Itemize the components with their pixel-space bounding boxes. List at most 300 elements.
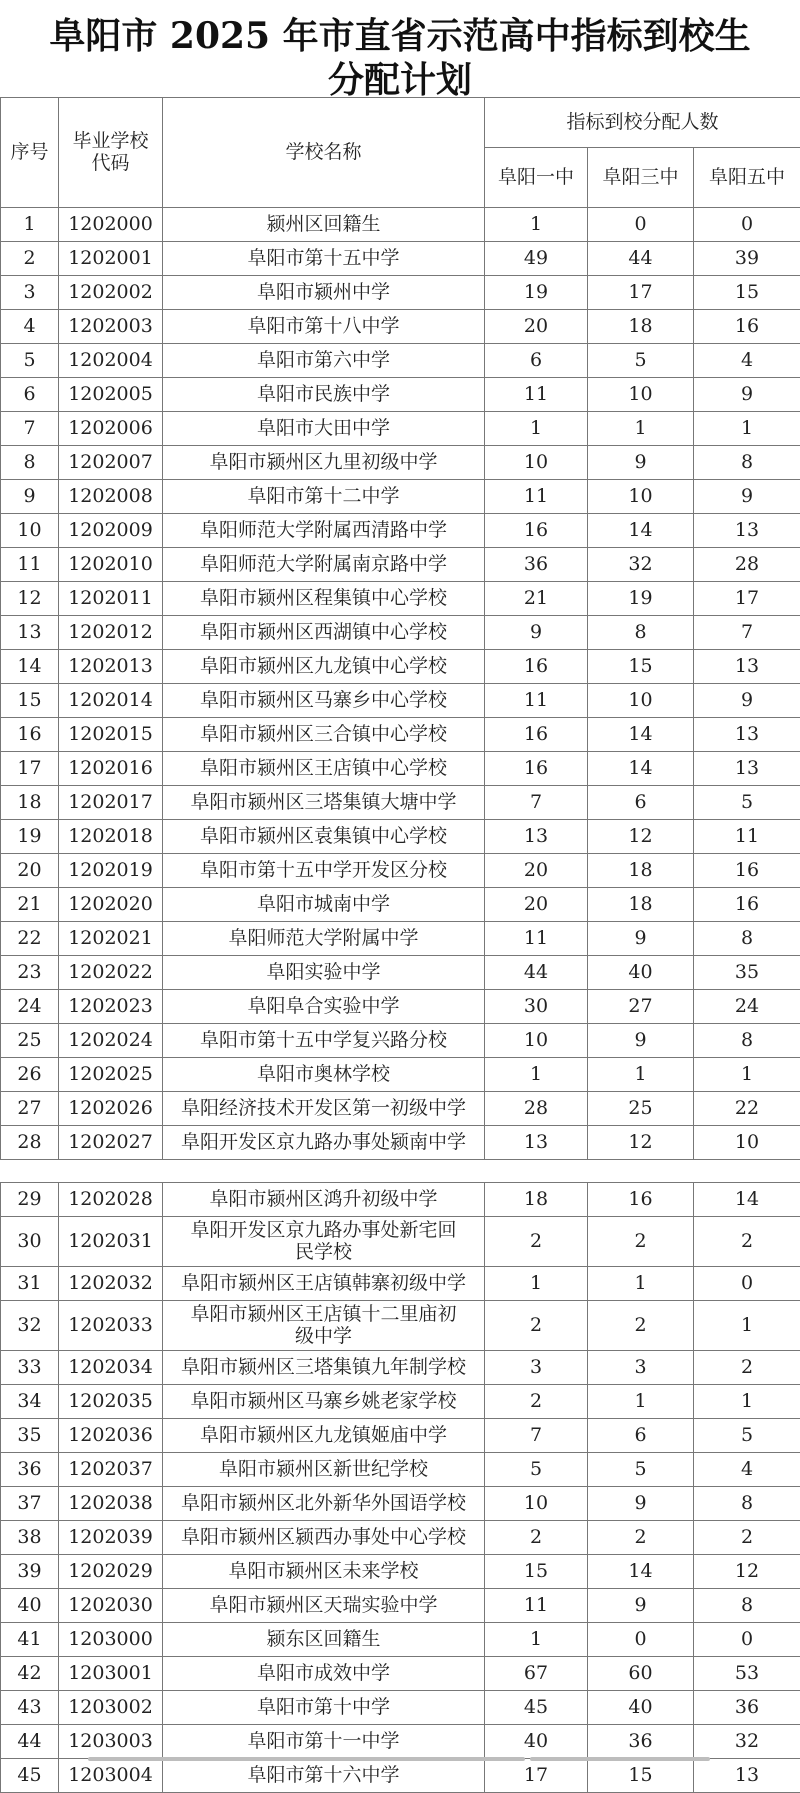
- cell-wuzhong: 13: [694, 752, 800, 786]
- cell-school-name: [163, 208, 485, 242]
- school-name-text: 阜阳市第十二中学: [247, 486, 399, 508]
- school-name-text: 颍东区回籍生: [266, 1629, 380, 1651]
- horizontal-scrollbar-left[interactable]: [88, 1757, 525, 1761]
- table-row: [1, 1385, 800, 1419]
- cell-seq: 10: [1, 514, 59, 548]
- cell-wuzhong: 39: [694, 242, 800, 276]
- cell-wuzhong: 8: [694, 446, 800, 480]
- school-name-text: 阜阳市第十一中学: [247, 1731, 399, 1753]
- table-row: [1, 1024, 800, 1058]
- cell-code: 1202012: [59, 616, 163, 650]
- header-code: [59, 98, 163, 208]
- cell-sanzhong: 5: [588, 344, 694, 378]
- cell-yizhong: 1: [485, 208, 588, 242]
- cell-yizhong: 20: [485, 888, 588, 922]
- document-title: 阜阳市 2025 年市直省示范高中指标到校生: [0, 8, 800, 59]
- cell-code: 1202019: [59, 854, 163, 888]
- cell-seq: 44: [1, 1725, 59, 1759]
- cell-seq: 8: [1, 446, 59, 480]
- cell-seq: 20: [1, 854, 59, 888]
- cell-yizhong: 67: [485, 1657, 588, 1691]
- cell-code: 1203003: [59, 1725, 163, 1759]
- school-name-text: 阜阳市颍州区王店镇十二里庙初级中学: [191, 1304, 457, 1348]
- cell-seq: 42: [1, 1657, 59, 1691]
- cell-yizhong: 11: [485, 922, 588, 956]
- cell-yizhong: 13: [485, 820, 588, 854]
- cell-yizhong: 16: [485, 752, 588, 786]
- cell-sanzhong: 27: [588, 990, 694, 1024]
- cell-wuzhong: 13: [694, 650, 800, 684]
- school-name-text: 颍州区回籍生: [266, 214, 380, 236]
- table-row: [1, 276, 800, 310]
- school-name-text: 阜阳市城南中学: [257, 894, 390, 916]
- cell-code: 1202001: [59, 242, 163, 276]
- school-name-text: 阜阳市第十五中学复兴路分校: [200, 1030, 447, 1052]
- table-row: [1, 208, 800, 242]
- cell-wuzhong: 53: [694, 1657, 800, 1691]
- cell-seq: 27: [1, 1092, 59, 1126]
- table-row: [1, 1183, 800, 1217]
- cell-yizhong: 2: [485, 1385, 588, 1419]
- table-row: [1, 344, 800, 378]
- cell-wuzhong: 28: [694, 548, 800, 582]
- cell-seq: 40: [1, 1589, 59, 1623]
- school-name-text: 阜阳市颍州区王店镇韩寨初级中学: [181, 1273, 466, 1295]
- cell-sanzhong: 10: [588, 684, 694, 718]
- cell-seq: 15: [1, 684, 59, 718]
- cell-school-name: [163, 1267, 485, 1301]
- cell-sanzhong: 18: [588, 310, 694, 344]
- cell-school-name: [163, 276, 485, 310]
- cell-code: 1202013: [59, 650, 163, 684]
- cell-code: 1202008: [59, 480, 163, 514]
- cell-school-name: [163, 1453, 485, 1487]
- cell-school-name: [163, 1691, 485, 1725]
- cell-sanzhong: 2: [588, 1217, 694, 1267]
- cell-school-name: [163, 1301, 485, 1351]
- table-row: [1, 1555, 800, 1589]
- cell-school-name: [163, 412, 485, 446]
- cell-school-name: [163, 854, 485, 888]
- cell-seq: 7: [1, 412, 59, 446]
- cell-yizhong: 15: [485, 1555, 588, 1589]
- cell-wuzhong: 2: [694, 1351, 800, 1385]
- table-row: [1, 1058, 800, 1092]
- school-name-text: 阜阳市颍州区未来学校: [228, 1561, 418, 1583]
- table-row: [1, 242, 800, 276]
- cell-wuzhong: 15: [694, 276, 800, 310]
- cell-school-name: [163, 1351, 485, 1385]
- cell-sanzhong: 9: [588, 922, 694, 956]
- cell-code: 1202018: [59, 820, 163, 854]
- table-row: [1, 1301, 800, 1351]
- cell-wuzhong: 0: [694, 1267, 800, 1301]
- cell-seq: 12: [1, 582, 59, 616]
- header-col-yizhong: 阜阳一中: [485, 148, 588, 208]
- cell-seq: 39: [1, 1555, 59, 1589]
- cell-yizhong: 18: [485, 1183, 588, 1217]
- cell-seq: 3: [1, 276, 59, 310]
- cell-seq: 31: [1, 1267, 59, 1301]
- school-name-text: 阜阳市大田中学: [257, 418, 390, 440]
- cell-sanzhong: 1: [588, 1058, 694, 1092]
- cell-seq: 45: [1, 1759, 59, 1793]
- cell-school-name: [163, 1419, 485, 1453]
- table-row: [1, 1217, 800, 1267]
- cell-wuzhong: 16: [694, 888, 800, 922]
- cell-school-name: [163, 1217, 485, 1267]
- table-header: [0, 97, 800, 208]
- cell-sanzhong: 9: [588, 1024, 694, 1058]
- table-row: [1, 1126, 800, 1160]
- school-name-text: 阜阳经济技术开发区第一初级中学: [181, 1098, 466, 1120]
- cell-seq: 28: [1, 1126, 59, 1160]
- cell-school-name: [163, 514, 485, 548]
- cell-yizhong: 36: [485, 548, 588, 582]
- cell-school-name: [163, 616, 485, 650]
- cell-yizhong: 2: [485, 1521, 588, 1555]
- school-name-text: 阜阳师范大学附属西清路中学: [200, 520, 447, 542]
- cell-sanzhong: 14: [588, 752, 694, 786]
- school-name-text: 阜阳市颍州区马寨乡中心学校: [200, 690, 447, 712]
- cell-yizhong: 1: [485, 1267, 588, 1301]
- school-name-text: 阜阳市第十五中学: [247, 248, 399, 270]
- cell-sanzhong: 12: [588, 820, 694, 854]
- cell-seq: 1: [1, 208, 59, 242]
- cell-wuzhong: 0: [694, 208, 800, 242]
- cell-code: 1202026: [59, 1092, 163, 1126]
- table-row: [1, 1419, 800, 1453]
- cell-wuzhong: 8: [694, 1487, 800, 1521]
- cell-seq: 11: [1, 548, 59, 582]
- school-name-text: 阜阳市颍州区王店镇中心学校: [200, 758, 447, 780]
- cell-sanzhong: 6: [588, 1419, 694, 1453]
- school-name-text: 阜阳市第十中学: [257, 1697, 390, 1719]
- table-row: [1, 480, 800, 514]
- cell-school-name: [163, 1487, 485, 1521]
- cell-wuzhong: 12: [694, 1555, 800, 1589]
- cell-school-name: [163, 1126, 485, 1160]
- cell-yizhong: 9: [485, 616, 588, 650]
- cell-seq: 30: [1, 1217, 59, 1267]
- cell-seq: 32: [1, 1301, 59, 1351]
- cell-sanzhong: 12: [588, 1126, 694, 1160]
- cell-wuzhong: 8: [694, 1589, 800, 1623]
- cell-school-name: [163, 1024, 485, 1058]
- school-name-text: 阜阳师范大学附属南京路中学: [200, 554, 447, 576]
- cell-sanzhong: 40: [588, 956, 694, 990]
- cell-school-name: [163, 752, 485, 786]
- cell-seq: 6: [1, 378, 59, 412]
- table-body-part-2: [0, 1182, 800, 1793]
- table-row: [1, 1691, 800, 1725]
- cell-yizhong: 40: [485, 1725, 588, 1759]
- cell-sanzhong: 25: [588, 1092, 694, 1126]
- table-row: [1, 310, 800, 344]
- cell-wuzhong: 9: [694, 480, 800, 514]
- table-row: [1, 786, 800, 820]
- cell-code: 1203000: [59, 1623, 163, 1657]
- horizontal-scrollbar-right[interactable]: [530, 1757, 710, 1761]
- cell-code: 1202000: [59, 208, 163, 242]
- cell-yizhong: 21: [485, 582, 588, 616]
- school-name-text: 阜阳师范大学附属中学: [228, 928, 418, 950]
- cell-code: 1203004: [59, 1759, 163, 1793]
- cell-code: 1202011: [59, 582, 163, 616]
- cell-seq: 35: [1, 1419, 59, 1453]
- cell-wuzhong: 32: [694, 1725, 800, 1759]
- cell-wuzhong: 35: [694, 956, 800, 990]
- cell-sanzhong: 60: [588, 1657, 694, 1691]
- cell-yizhong: 10: [485, 1487, 588, 1521]
- cell-school-name: [163, 820, 485, 854]
- cell-yizhong: 6: [485, 344, 588, 378]
- cell-seq: 26: [1, 1058, 59, 1092]
- cell-code: 1202005: [59, 378, 163, 412]
- cell-code: 1202034: [59, 1351, 163, 1385]
- cell-wuzhong: 22: [694, 1092, 800, 1126]
- school-name-text: 阜阳市成效中学: [257, 1663, 390, 1685]
- table-row: [1, 888, 800, 922]
- cell-wuzhong: 9: [694, 378, 800, 412]
- cell-yizhong: 1: [485, 1058, 588, 1092]
- cell-wuzhong: 36: [694, 1691, 800, 1725]
- cell-yizhong: 13: [485, 1126, 588, 1160]
- cell-wuzhong: 8: [694, 922, 800, 956]
- school-name-text: 阜阳市第十五中学开发区分校: [200, 860, 447, 882]
- cell-yizhong: 17: [485, 1759, 588, 1793]
- cell-sanzhong: 19: [588, 582, 694, 616]
- cell-code: 1202020: [59, 888, 163, 922]
- cell-yizhong: 30: [485, 990, 588, 1024]
- cell-school-name: [163, 1759, 485, 1793]
- cell-seq: 4: [1, 310, 59, 344]
- cell-wuzhong: 2: [694, 1521, 800, 1555]
- cell-yizhong: 28: [485, 1092, 588, 1126]
- cell-sanzhong: 16: [588, 1183, 694, 1217]
- cell-code: 1202023: [59, 990, 163, 1024]
- school-name-text: 阜阳市民族中学: [257, 384, 390, 406]
- cell-school-name: [163, 718, 485, 752]
- cell-seq: 17: [1, 752, 59, 786]
- cell-sanzhong: 14: [588, 718, 694, 752]
- header-seq: 序号: [1, 98, 59, 208]
- cell-yizhong: 7: [485, 786, 588, 820]
- school-name-text: 阜阳实验中学: [266, 962, 380, 984]
- cell-sanzhong: 14: [588, 514, 694, 548]
- cell-sanzhong: 0: [588, 1623, 694, 1657]
- cell-seq: 13: [1, 616, 59, 650]
- table-row: [1, 1657, 800, 1691]
- cell-code: 1203002: [59, 1691, 163, 1725]
- cell-wuzhong: 7: [694, 616, 800, 650]
- cell-wuzhong: 5: [694, 786, 800, 820]
- cell-yizhong: 49: [485, 242, 588, 276]
- school-name-text: 阜阳市奥林学校: [257, 1064, 390, 1086]
- cell-yizhong: 5: [485, 1453, 588, 1487]
- cell-yizhong: 11: [485, 378, 588, 412]
- school-name-text: 阜阳开发区京九路办事处新宅回民学校: [191, 1220, 457, 1264]
- cell-code: 1202030: [59, 1589, 163, 1623]
- cell-school-name: [163, 1725, 485, 1759]
- cell-seq: 43: [1, 1691, 59, 1725]
- cell-code: 1202007: [59, 446, 163, 480]
- header-code-label: 毕业学校代码: [71, 131, 151, 175]
- cell-sanzhong: 44: [588, 242, 694, 276]
- cell-wuzhong: 10: [694, 1126, 800, 1160]
- cell-yizhong: 16: [485, 650, 588, 684]
- cell-school-name: [163, 1385, 485, 1419]
- cell-wuzhong: 5: [694, 1419, 800, 1453]
- school-name-text: 阜阳市颍州区颍西办事处中心学校: [181, 1527, 466, 1549]
- cell-sanzhong: 2: [588, 1521, 694, 1555]
- cell-wuzhong: 11: [694, 820, 800, 854]
- table-row: [1, 616, 800, 650]
- header-col-sanzhong: 阜阳三中: [588, 148, 694, 208]
- cell-yizhong: 20: [485, 310, 588, 344]
- cell-seq: 14: [1, 650, 59, 684]
- cell-seq: 38: [1, 1521, 59, 1555]
- cell-seq: 41: [1, 1623, 59, 1657]
- cell-code: 1202004: [59, 344, 163, 378]
- table-row: [1, 854, 800, 888]
- cell-code: 1202021: [59, 922, 163, 956]
- cell-code: 1202031: [59, 1217, 163, 1267]
- cell-yizhong: 20: [485, 854, 588, 888]
- cell-seq: 21: [1, 888, 59, 922]
- school-name-text: 阜阳市颍州区新世纪学校: [219, 1459, 428, 1481]
- header-name: 学校名称: [163, 98, 485, 208]
- school-name-text: 阜阳市颍州区三合镇中心学校: [200, 724, 447, 746]
- cell-code: 1202033: [59, 1301, 163, 1351]
- cell-seq: 25: [1, 1024, 59, 1058]
- cell-yizhong: 3: [485, 1351, 588, 1385]
- cell-code: 1202036: [59, 1419, 163, 1453]
- cell-school-name: [163, 786, 485, 820]
- cell-sanzhong: 1: [588, 1267, 694, 1301]
- cell-wuzhong: 1: [694, 412, 800, 446]
- cell-code: 1202038: [59, 1487, 163, 1521]
- cell-sanzhong: 15: [588, 650, 694, 684]
- cell-wuzhong: 1: [694, 1058, 800, 1092]
- cell-yizhong: 10: [485, 446, 588, 480]
- cell-code: 1202017: [59, 786, 163, 820]
- cell-code: 1202025: [59, 1058, 163, 1092]
- school-name-text: 阜阳市第十八中学: [247, 316, 399, 338]
- school-name-text: 阜阳市颍州区西湖镇中心学校: [200, 622, 447, 644]
- cell-sanzhong: 3: [588, 1351, 694, 1385]
- school-name-text: 阜阳开发区京九路办事处颍南中学: [181, 1132, 466, 1154]
- cell-school-name: [163, 1092, 485, 1126]
- cell-code: 1202039: [59, 1521, 163, 1555]
- cell-sanzhong: 5: [588, 1453, 694, 1487]
- table-body-part-1: [0, 207, 800, 1160]
- cell-sanzhong: 2: [588, 1301, 694, 1351]
- cell-code: 1202032: [59, 1267, 163, 1301]
- school-name-text: 阜阳市颍州区九龙镇姬庙中学: [200, 1425, 447, 1447]
- cell-sanzhong: 40: [588, 1691, 694, 1725]
- cell-wuzhong: 1: [694, 1385, 800, 1419]
- cell-school-name: [163, 1555, 485, 1589]
- cell-code: 1203001: [59, 1657, 163, 1691]
- cell-wuzhong: 1: [694, 1301, 800, 1351]
- cell-school-name: [163, 888, 485, 922]
- school-name-text: 阜阳市颍州区马寨乡姚老家学校: [190, 1391, 456, 1413]
- cell-school-name: [163, 956, 485, 990]
- cell-wuzhong: 13: [694, 718, 800, 752]
- cell-code: 1202024: [59, 1024, 163, 1058]
- cell-school-name: [163, 582, 485, 616]
- table-row: [1, 956, 800, 990]
- cell-sanzhong: 10: [588, 480, 694, 514]
- cell-sanzhong: 6: [588, 786, 694, 820]
- table-row: [1, 1589, 800, 1623]
- cell-yizhong: 2: [485, 1301, 588, 1351]
- cell-code: 1202014: [59, 684, 163, 718]
- school-name-text: 阜阳市颍州区三塔集镇大塘中学: [190, 792, 456, 814]
- cell-sanzhong: 9: [588, 1487, 694, 1521]
- table-row: [1, 650, 800, 684]
- cell-wuzhong: 4: [694, 344, 800, 378]
- school-name-text: 阜阳市颍州区三塔集镇九年制学校: [181, 1357, 466, 1379]
- cell-sanzhong: 9: [588, 1589, 694, 1623]
- cell-wuzhong: 13: [694, 514, 800, 548]
- cell-school-name: [163, 310, 485, 344]
- header-col-wuzhong: 阜阳五中: [694, 148, 800, 208]
- school-name-text: 阜阳市颍州区九龙镇中心学校: [200, 656, 447, 678]
- cell-school-name: [163, 922, 485, 956]
- cell-wuzhong: 4: [694, 1453, 800, 1487]
- cell-seq: 19: [1, 820, 59, 854]
- cell-sanzhong: 14: [588, 1555, 694, 1589]
- cell-sanzhong: 10: [588, 378, 694, 412]
- cell-code: 1202009: [59, 514, 163, 548]
- cell-yizhong: 1: [485, 412, 588, 446]
- cell-seq: 18: [1, 786, 59, 820]
- cell-sanzhong: 8: [588, 616, 694, 650]
- cell-school-name: [163, 1623, 485, 1657]
- cell-school-name: [163, 480, 485, 514]
- cell-code: 1202029: [59, 1555, 163, 1589]
- school-name-text: 阜阳市颍州区程集镇中心学校: [200, 588, 447, 610]
- cell-wuzhong: 14: [694, 1183, 800, 1217]
- cell-wuzhong: 16: [694, 854, 800, 888]
- cell-code: 1202003: [59, 310, 163, 344]
- school-name-text: 阜阳市颍州区天瑞实验中学: [209, 1595, 437, 1617]
- table-row: [1, 684, 800, 718]
- table-row: [1, 1092, 800, 1126]
- school-name-text: 阜阳市颍州中学: [257, 282, 390, 304]
- cell-code: 1202022: [59, 956, 163, 990]
- table-row: [1, 1623, 800, 1657]
- cell-seq: 5: [1, 344, 59, 378]
- cell-wuzhong: 13: [694, 1759, 800, 1793]
- table-row: [1, 1725, 800, 1759]
- table-row: [1, 582, 800, 616]
- school-name-text: 阜阳市颍州区九里初级中学: [209, 452, 437, 474]
- cell-sanzhong: 15: [588, 1759, 694, 1793]
- cell-yizhong: 16: [485, 514, 588, 548]
- school-name-text: 阜阳市第六中学: [257, 350, 390, 372]
- cell-seq: 2: [1, 242, 59, 276]
- cell-sanzhong: 18: [588, 888, 694, 922]
- cell-school-name: [163, 684, 485, 718]
- cell-school-name: [163, 1183, 485, 1217]
- table-row: [1, 548, 800, 582]
- table-row: [1, 752, 800, 786]
- cell-code: 1202037: [59, 1453, 163, 1487]
- cell-wuzhong: 16: [694, 310, 800, 344]
